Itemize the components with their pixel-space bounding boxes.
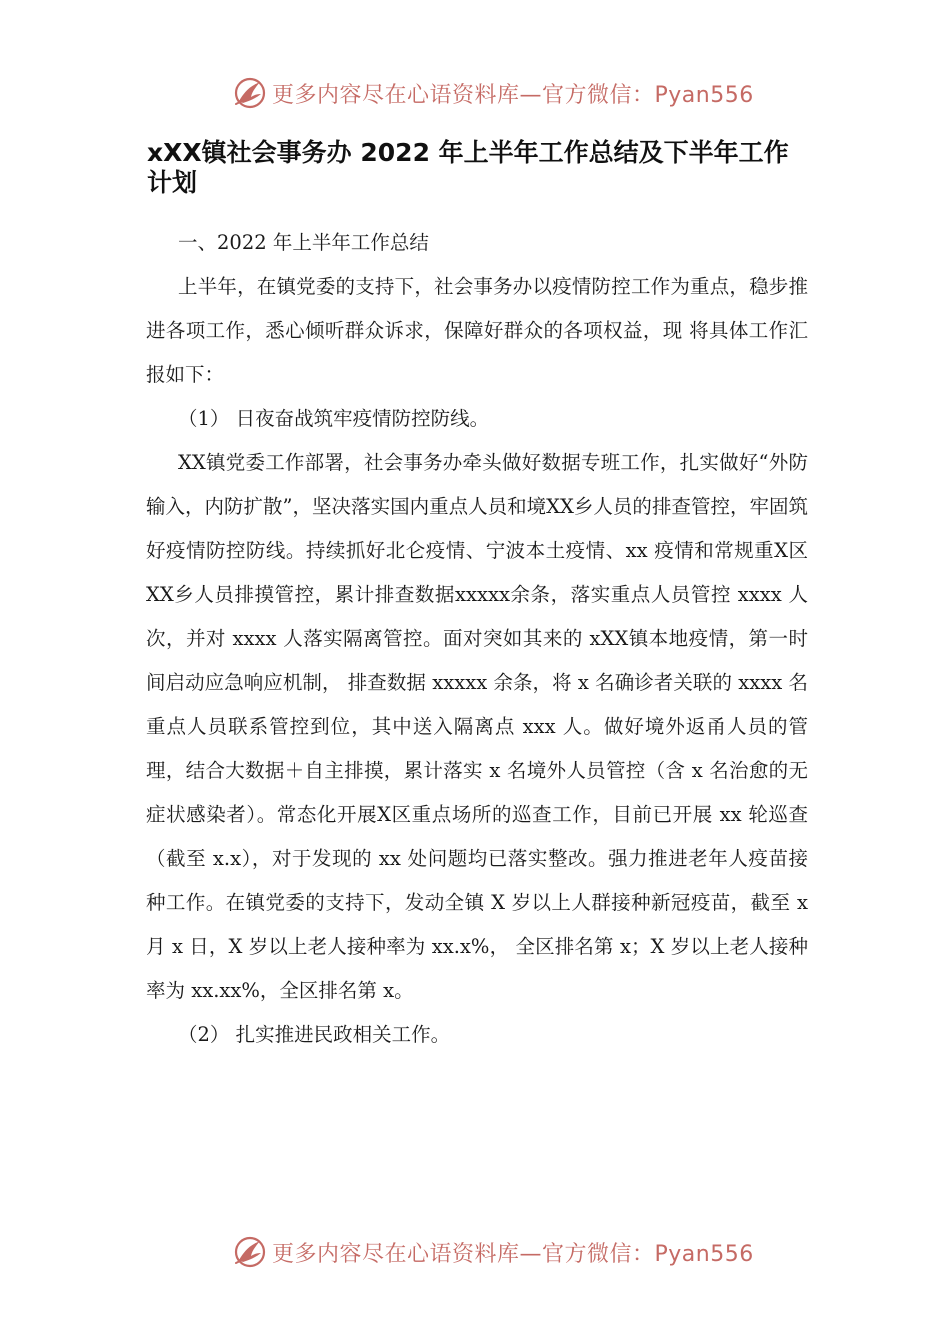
- watermark-text: 更多内容尽在心语资料库—官方微信：Pyan556: [272, 82, 754, 108]
- paragraph: XX镇党委工作部署，社会事务办牵头做好数据专班工作，扎实做好“外防输入，内防扩散”，坚决落实国内重点人员和境XX乡人员的排查管控，牢固筑好疫情防控防线。持续抓好北仑疫情、宁波本土疫情、xx 疫情和常规重X区XX乡人员排摸管控，累计排查数据xxxxx余条，落实重点人员管控 xxxx 人次，并对 xxxx 人落实隔离管控。面对突如其来的 xXX镇本地疫情，第一时间启动应急响应机制， 排查数据 xxxxx 余条，将 x 名确诊者关联的 xxxx 名重点人员联系管控到位，其中送入隔离点 xxx 人。做好境外返甬人员的管理，结合大数据＋自主排摸，累计落实 x 名境外人员管控（含 x 名治愈的无症状感染者）。常态化开展X区重点场所的巡查工作，目前已开展 xx 轮巡查（截至 x.x），对于发现的 xx 处问题均已落实整改。强力推进老年人疫苗接种工作。在镇党委的支持下，发动全镇 X 岁以上人群接种新冠疫苗，截至 x 月 x 日，X 岁以上老人接种率为 xx.x%， 全区排名第 x；X 岁以上老人接种率为 xx.xx%，全区排名第 x。: [146, 451, 808, 1002]
- section-heading: 一、2022 年上半年工作总结: [178, 231, 429, 254]
- section-heading: （1） 日夜奋战筑牢疫情防控防线。: [178, 407, 490, 430]
- watermark-text: 更多内容尽在心语资料库—官方微信：Pyan556: [272, 1241, 754, 1267]
- phoenix-logo-icon: [230, 73, 270, 113]
- document-body: [146, 221, 808, 1057]
- document-title: xXX镇社会事务办 2022 年上半年工作总结及下半年工作计划: [147, 138, 789, 197]
- watermark-banner-top: [230, 73, 754, 113]
- paragraph: 上半年，在镇党委的支持下，社会事务办以疫情防控工作为重点，稳步推进各项工作，悉心倾听群众诉求，保障好群众的各项权益，现 将具体工作汇报如下：: [146, 275, 808, 386]
- watermark-banner-bottom: [230, 1232, 754, 1272]
- phoenix-logo-icon: [230, 1232, 270, 1272]
- section-heading: （2） 扎实推进民政相关工作。: [178, 1023, 451, 1046]
